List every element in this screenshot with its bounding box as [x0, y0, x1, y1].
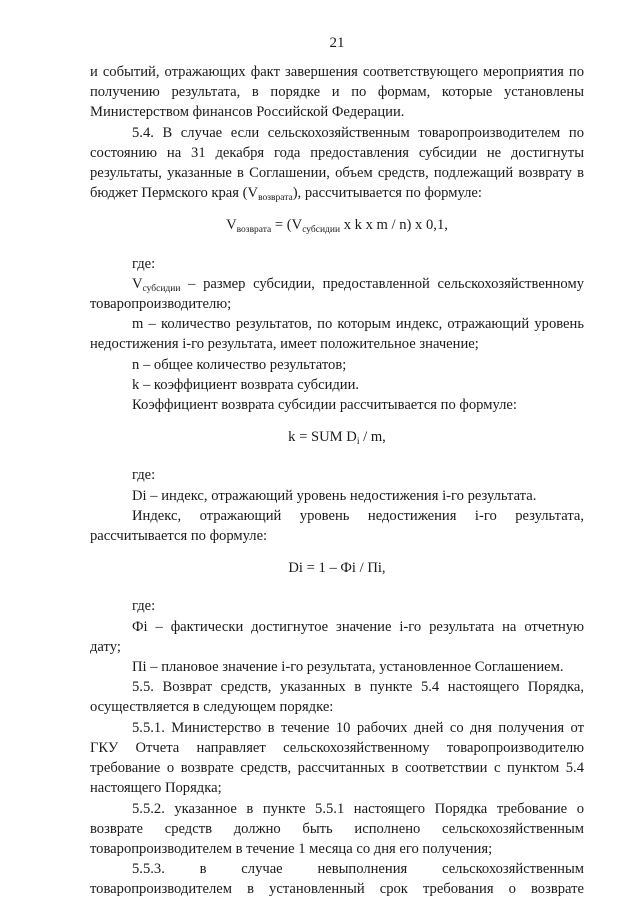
definition-pi: Пi – плановое значение i-го результата, установленное Соглашением.	[132, 659, 564, 676]
p54-text-before: 5.4. В случае если сельскохозяйственным товаропроизводителем по состоянию на 31 декабря года предоставления субсидии не достигнуты результаты, указанные в Соглашении, объем средств, подлежащий возврату в бюджет Пермского края (V	[90, 124, 584, 202]
definition-k: k – коэффициент возврата субсидии.	[132, 376, 360, 393]
definition-fi: Фi – фактически достигнутое значение i-го результата на отчетную дату;	[90, 618, 584, 655]
k-formula-intro: Коэффициент возврата субсидии рассчитывается по формуле:	[132, 397, 517, 414]
formula-v-return: $V_{возврата} = (V_{субсидии}$ x k x m / n) x 0,1,	[226, 217, 448, 236]
definition-m: m – количество результатов, по которым индекс, отражающий уровень недостижения i-го результата, имеет положительное значение;	[90, 316, 584, 353]
where-label-2: где:	[132, 467, 156, 484]
document-body	[90, 62, 584, 900]
formula-di: Di = 1 – Фi / Пi,	[288, 560, 386, 577]
paragraph-5-5-3: 5.5.3. в случае невыполнения сельскохозяйственным товаропроизводителем в установленный срок требования о возврате	[90, 861, 584, 898]
paragraph-5-4	[90, 123, 584, 204]
definition-di: Di – индекс, отражающий уровень недостижения i-го результата.	[132, 487, 537, 504]
formula-k: k = SUM $D_i$ / m,	[288, 429, 386, 448]
page-number: 21	[329, 35, 345, 51]
paragraph-5-5: 5.5. Возврат средств, указанных в пункте 5.4 настоящего Порядка, осуществляется в следующем порядке:	[90, 679, 584, 716]
paragraph-5-5-2: 5.5.2. указанное в пункте 5.5.1 настоящего Порядка требование о возврате средств должно быть исполнено сельскохозяйственным товаропроизводителем в течение 1 месяца со дня его получения;	[90, 800, 584, 857]
p54-text-after: ), рассчитывается по формуле:	[292, 185, 482, 202]
index-formula-intro: Индекс, отражающий уровень недостижения i-го результата, рассчитывается по формуле:	[90, 507, 584, 545]
where-label-3: где:	[132, 598, 156, 615]
document-page	[90, 0, 584, 905]
where-label-1: где:	[132, 255, 156, 272]
p54-subscript: возврата	[258, 193, 293, 204]
paragraph-continuation: и событий, отражающих факт завершения соответствующего мероприятия по получению результата, в порядке и по формам, которые установлены Министерством финансов Российской Федерации.	[90, 64, 584, 121]
definition-n: n – общее количество результатов;	[132, 356, 347, 373]
paragraph-5-5-1: 5.5.1. Министерство в течение 10 рабочих дней со дня получения от ГКУ Отчета направляет сельскохозяйственному товаропроизводителю требование о возврате средств, рассчитанных в соответствии с пунктом 5.4 настоящего Порядка;	[90, 719, 584, 797]
definition-v-subsidy: $V_{субсидии}$ – размер субсидии, предоставленной сельскохозяйственному товаропроизводителю;	[90, 275, 584, 313]
